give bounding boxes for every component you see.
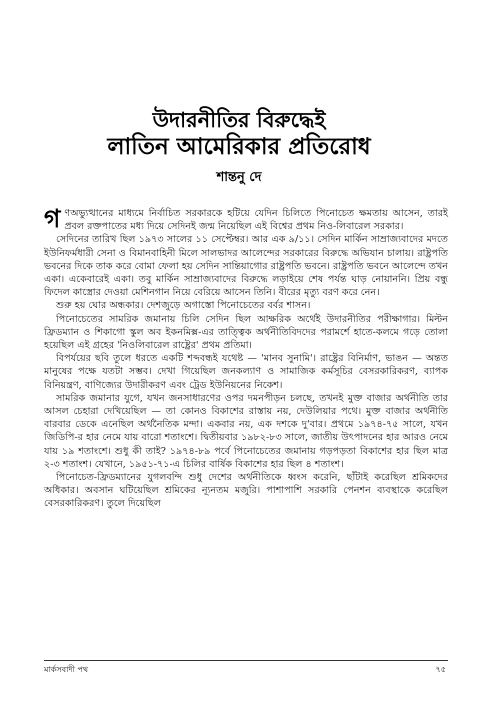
article-author: শান্তনু দে (216, 170, 262, 185)
paragraph-1-text: ণঅভ্যুত্থানের মাধ্যমে নির্বাচিত সরকারকে হটিয়ে যেদিন চিলিতে পিনোচেত ক্ষমতায় আসেন, তারই প্রবল রক্তপাতের মধ্য দিয়ে সেদিনই জন্ম নিয়েছিল এই বিশ্বের প্রথম নিও-লিবারেল সরকার। (64, 208, 448, 233)
paragraph-6: সামরিক জমানার যুগে, যখন জনসাধারণের ওপর দমনপীড়ন চলছে, তখনই মুক্ত বাজার অর্থনীতি তার আসল চেহারা দেখিয়েছিল — তা কোনও বিকাশের রাস্তায় নয়, দেউলিয়ার পথে। মুক্ত বাজার অর্থনীতি বারবার ডেকে এনেছিল অর্থনৈতিক মন্দা। একবার নয়, এক দশকে দু'বার। প্রথমে ১৯৭৪-৭৫ সালে, যখন জিডিপি-র হার নেমে যায় বারো শতাংশে। দ্বিতীয়বার ১৯৮২-৮৩ সালে, জাতীয় উৎপাদনের হার আরও নেমে যায় ১৯ শতাংশে। শুধু কী তাই? ১৯৭৪-৮৯ পর্বে পিনোচেতের জমানায় গড়পড়তা বিকাশের হার ছিল মাত্র ২-৩ শতাংশ। যেখানে, ১৯৫১-৭১-এ চিলির বার্ষিক বিকাশের হার ছিল ৪ শতাংশ। (44, 392, 448, 470)
article-title-line2: লাতিন আমেরিকার প্রতিরোধ (107, 134, 371, 160)
drop-cap: গ (44, 204, 61, 233)
footer-publication: মার্কসবাদী পথ (44, 665, 89, 674)
page-number: ৭৫ (435, 665, 446, 674)
article-body (44, 204, 448, 511)
paragraph-7: পিনোচেত-ফ্রিডম্যানের যুগলবন্দি শুধু দেশের অর্থনীতিকে ধ্বংস করেনি, ছাঁটাই করেছিল শ্রমিকদের অধিকার। অবসান ঘটিয়েছিল শ্রমিকের ন্যূনতম মজুরি। পাশাপাশি সরকারি পেনশন ব্যবস্থাকে করেছিল বেসরকারিকরণ। তুলে দিয়েছিল (44, 472, 448, 510)
paragraph-4: পিনোচেতের সামরিক জমানায় চিলি সেদিন ছিল আক্ষরিক অর্থেই উদারনীতির পরীক্ষাগার। মিল্টন ফ্রিডম্যান ও শিকাগো স্কুল অব ইকনমিক্স-এর তাত্ত্বিক অর্থনীতিবিদদের পরামর্শে হাতে-কলমে গড়ে তোলা হয়েছিল এই গ্রহের 'নিওলিবারেল রাষ্ট্রের' প্রথম প্রতিমা। (44, 313, 448, 352)
paragraph-5: বিপর্যয়ের ছবি তুলে ধরতে একটি শব্দবন্ধই যথেষ্ট — 'মানব সুনামি'। রাষ্ট্রের বিনির্মাণ, ভাঙন — অন্তত মানুষের পক্ষে যতটা সম্ভব। দেখা গিয়েছিল জনকল্যাণ ও সামাজিক কর্মসূচির বেসরকারিকরণ, ব্যাপক বিনিয়ন্ত্রণ, বাণিজ্যের উদারীকরণ এবং ট্রেড ইউনিয়নের নিকেশ। (44, 353, 448, 391)
paragraph-3: শুরু হয় ঘোর অন্ধকার। দেশজুড়ে অগাস্তো পিনোচেতের বর্বর শাসন। (56, 300, 311, 312)
article-title-line1: উদারনীতির বিরুদ্ধেই (152, 108, 326, 132)
footer-divider (44, 660, 448, 661)
paragraph-1 (44, 204, 448, 233)
paragraph-2: সেদিনের তারিখ ছিল ১৯৭৩ সালের ১১ সেপ্টেম্বর। আর এক ৯/১১। সেদিন মার্কিন সাম্রাজ্যবাদের মদতে ইউনিফর্মধারী সেনা ও বিমানবাহিনী মিলে সালভাদর আলেন্দের সরকারের বিরুদ্ধে অভিযান চালায়। রাষ্ট্রপতি ভবনের দিকে তাক করে বোমা ফেলা হয় সেদিন সান্তিয়াগোর রাষ্ট্রপতি ভবনে। রাষ্ট্রপতি ভবনে আলেন্দে তখন একা। একেবারেই একা। তবু মার্কিন সাম্রাজ্যবাদের বিরুদ্ধে লড়াইয়ে শেষ পর্যন্ত ঘাড় নোয়াননি। প্রিয় বন্ধু ফিদেল কাস্ত্রোর দেওয়া মেশিনগান নিয়ে বেরিয়ে আসেন তিনি। বীরের মৃত্যু বরণ করে নেন। (44, 234, 448, 299)
